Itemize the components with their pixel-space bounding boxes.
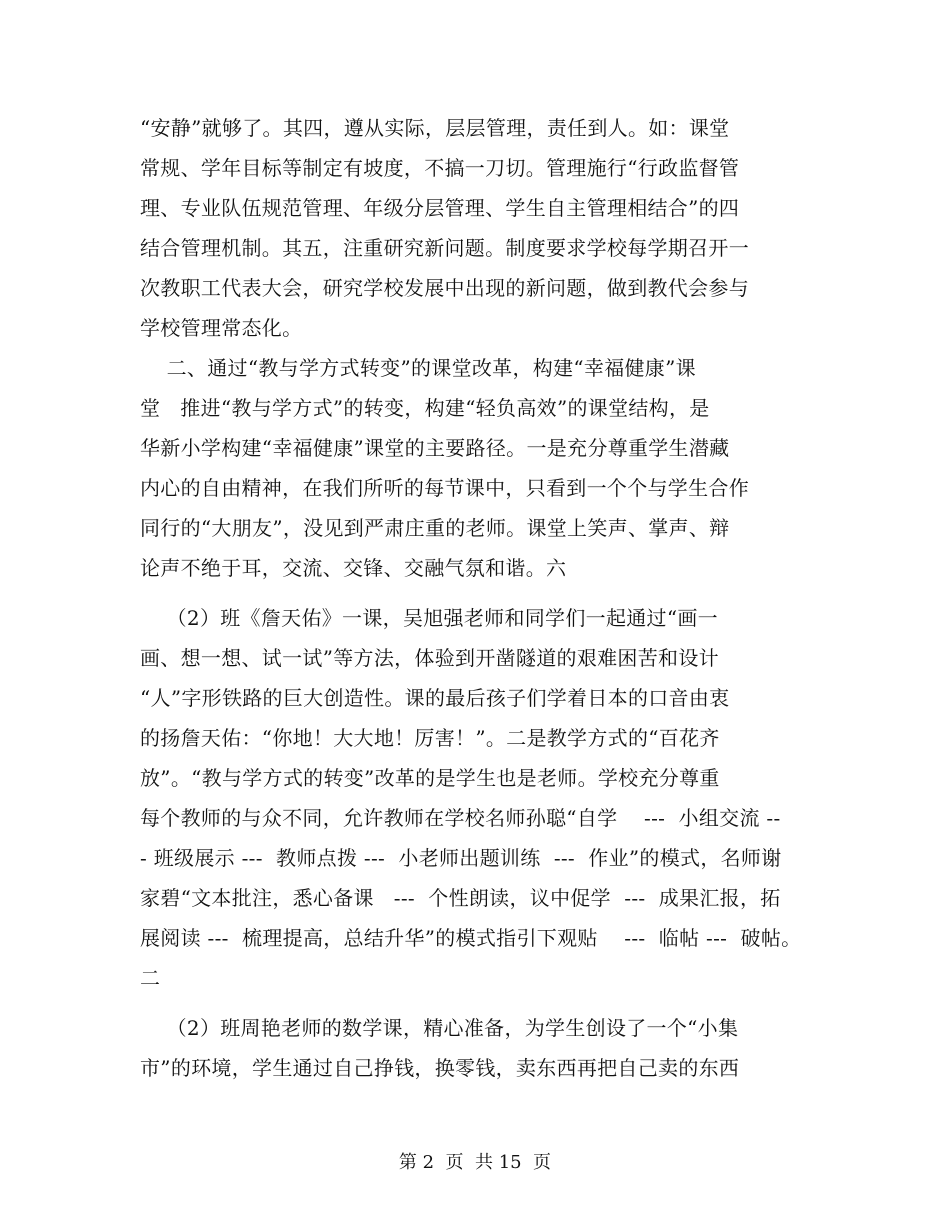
text-line: “人”字形铁路的巨大创造性。课的最后孩子们学着日本的口音由衷 bbox=[140, 686, 730, 710]
text-line: 的扬詹天佑：“你地！大大地！厉害！”。二是教学方式的“百花齐 bbox=[140, 726, 720, 750]
text-line: 常规、学年目标等制定有坡度，不搞一刀切。管理施行“行政监督管 bbox=[140, 156, 740, 180]
text-line: “安静”就够了。其四，遵从实际，层层管理，责任到人。如：课堂 bbox=[140, 116, 730, 140]
text-line: 理、专业队伍规范管理、年级分层管理、学生自主管理相结合”的四 bbox=[140, 196, 740, 220]
text-line: （2）班周艳老师的数学课，精心准备，为学生创设了一个“小集 bbox=[140, 1016, 739, 1040]
text-line: - 班级展示 --- 教师点拨 --- 小老师出题训练 --- 作业”的模式，名师谢 bbox=[140, 846, 782, 870]
text-line: 二 bbox=[140, 966, 161, 990]
text-line: 次教职工代表大会，研究学校发展中出现的新问题，做到教代会参与 bbox=[140, 276, 749, 300]
text-line: 展阅读 --- 梳理提高，总结升华”的模式指引下观贴 --- 临帖 --- 破帖。 bbox=[140, 926, 802, 950]
text-line: 画、想一想、试一试”等方法，体验到开凿隧道的艰难困苦和设计 bbox=[140, 646, 719, 670]
text-line: 论声不绝于耳，交流、交锋、交融气氛和谐。六 bbox=[140, 556, 567, 580]
text-line: 市”的环境，学生通过自己挣钱，换零钱，卖东西再把自己卖的东西 bbox=[140, 1056, 740, 1080]
text-line: 同行的“大朋友”，没见到严肃庄重的老师。课堂上笑声、掌声、辩 bbox=[140, 516, 730, 540]
text-line: 放”。“教与学方式的转变”改革的是学生也是老师。学校充分尊重 bbox=[140, 766, 720, 790]
text-line: （2）班《詹天佑》一课，吴旭强老师和同学们一起通过“画一 bbox=[140, 606, 718, 630]
text-line: 华新小学构建“幸福健康”课堂的主要路径。一是充分尊重学生潜藏 bbox=[140, 436, 730, 460]
text-line: 二、通过“教与学方式转变”的课堂改革，构建“幸福健康”课 bbox=[140, 356, 696, 380]
text-line: 每个教师的与众不同，允许教师在学校名师孙聪“自学 --- 小组交流 -- bbox=[140, 806, 781, 830]
text-line: 内心的自由精神，在我们所听的每节课中，只看到一个个与学生合作 bbox=[140, 476, 749, 500]
text-line: 学校管理常态化。 bbox=[140, 316, 303, 340]
page-number-footer: 第 2 页 共 15 页 bbox=[398, 1152, 552, 1173]
text-line: 家碧“文本批注，悉心备课 --- 个性朗读，议中促学 --- 成果汇报，拓 bbox=[140, 886, 781, 910]
text-line: 结合管理机制。其五，注重研究新问题。制度要求学校每学期召开一 bbox=[140, 236, 749, 260]
text-line: 堂 推进“教与学方式”的转变，构建“轻负高效”的课堂结构，是 bbox=[140, 396, 710, 420]
